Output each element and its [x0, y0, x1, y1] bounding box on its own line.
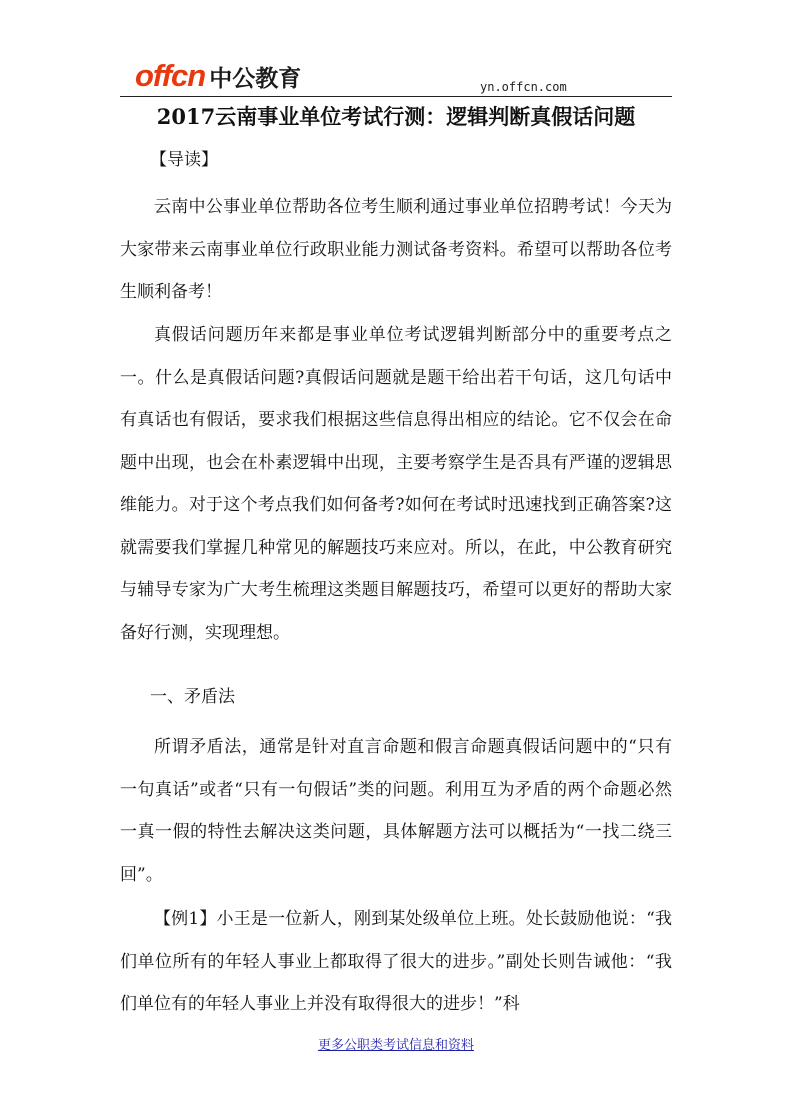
offcn-logo — [135, 58, 301, 94]
logo-chinese-name: 中公教育 — [209, 66, 302, 92]
paragraph-example: 【例1】小王是一位新人，刚到某处级单位上班。处长鼓励他说：“我们单位所有的年轻人事业上都取得了很大的进步。”副处长则告诫他：“我们单位有的年轻人事业上并没有取得很大的进步！”科 — [120, 909, 672, 1014]
logo-wordmark: offcn — [135, 58, 206, 93]
page-header — [0, 0, 792, 100]
site-url: yn.offcn.com — [480, 80, 567, 94]
footer-more-info-link[interactable]: 更多公职类考试信息和资料 — [317, 1038, 474, 1053]
header-divider — [120, 96, 672, 97]
intro-label: 【导读】 — [150, 150, 218, 170]
paragraph-method: 所谓矛盾法，通常是针对直言命题和假言命题真假话问题中的“只有一句真话”或者“只有一句假话”类的问题。利用互为矛盾的两个命题必然一真一假的特性去解决这类问题，具体解题方法可以概括为“一找二绕三回”。 — [120, 737, 672, 885]
document-title: 2017云南事业单位考试行测：逻辑判断真假话问题 — [156, 104, 636, 129]
paragraph-overview: 真假话问题历年来都是事业单位考试逻辑判断部分中的重要考点之一。什么是真假话问题?真假话问题就是题干给出若干句话，这几句话中有真话也有假话，要求我们根据这些信息得出相应的结论。它不仅会在命题中出现，也会在朴素逻辑中出现，主要考察学生是否具有严谨的逻辑思维能力。对于这个考点我们如何备考?如何在考试时迅速找到正确答案?这就需要我们掌握几种常见的解题技巧来应对。所以，在此，中公教育研究与辅导专家为广大考生梳理这类题目解题技巧，希望可以更好的帮助大家备好行测，实现理想。 — [120, 325, 672, 643]
paragraph-intro: 云南中公事业单位帮助各位考生顺利通过事业单位招聘考试！今天为大家带来云南事业单位行政职业能力测试备考资料。希望可以帮助各位考生顺利备考！ — [120, 197, 672, 302]
section-heading: 一、矛盾法 — [150, 687, 235, 707]
